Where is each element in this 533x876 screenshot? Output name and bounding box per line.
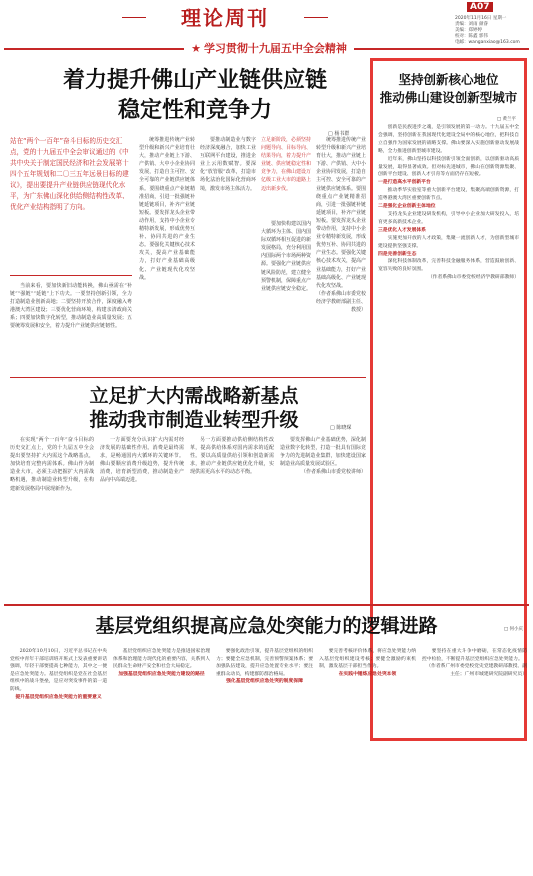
article3-subheading: 在实践中锤炼应急处突本领 — [338, 671, 397, 677]
meta-line: 2020年11月16日 星期一 — [455, 16, 507, 21]
article2-col3 — [190, 436, 274, 600]
article3-col4 — [319, 648, 416, 870]
paragraph: 要发挥佛山产业基础优势，深化制造业数字化转型，打造一批具有国际竞争力的先进制造业集群，加快建设国家制造业高质量发展试验区。 — [280, 437, 366, 468]
sidebar-signature: （作者系佛山市委党校经济学教研部教师） — [427, 275, 519, 281]
headline-line: 推动佛山建设创新型城市 — [379, 90, 518, 105]
headline-line: 着力提升佛山产业链供应链 — [62, 68, 327, 93]
paragraph: 基层党组织应急处突能力是推进国家治理体系和治理能力现代化的重要内容，关系到人民群众生命财产安全和社会大局稳定。 — [113, 649, 210, 670]
meta-line: 电邮：wanganxiao@163.com — [455, 40, 520, 45]
sidebar-subheading: 一是打造高水平创新平台 — [378, 180, 431, 186]
paragraph: 统筹推进传统产业转型升级和新兴产业培育壮大，推动产业链上下游、产供销、大中小企业协同发展，打造自主可控、安全可靠的产业链供应链体系。要围绕重点产业链精准招商，引进一批强链补链延链项目，补齐产业链短板。要发挥龙头企业带动作用，支持中小企业专精特新发展，形成优势互补、协同共进的产业生态。要强化关键核心技术攻关，提高产业基础能力，打好产业基础高级化、产业链现代化攻坚战。 — [139, 137, 195, 281]
paragraph: 另一方面要推动供给侧结构性改革，提高供给体系对国内需求的适配性。要以高质量供给引领和创造新需求，推动产业链供应链优化升级，实现供需更高水平的动态平衡。 — [190, 437, 274, 476]
headline-line: 推动我市制造业转型升级 — [89, 409, 299, 431]
meta-line: 责编：刘雨 颜睿 — [455, 22, 488, 27]
paragraph: 在实现“两个一百年”奋斗目标的历史交汇点上，党的十九届五中全会提出要坚持扩大内需这个战略基点，加快培育完整内需体系。佛山作为制造业大市，必须主动把握扩大内需战略机遇，推动制造业转型升级，在构建新发展格局中展现新作为。 — [10, 437, 94, 492]
article3-col3 — [216, 648, 313, 870]
paragraph: 深化科技体制改革，完善科技金融服务体系，营造鼓励创新、宽容失败的良好氛围。 — [378, 259, 519, 273]
section-title: 理论周刊 — [150, 2, 300, 32]
paragraph: 要加快构建以国内大循环为主体、国内国际双循环相互促进的新发展格局，充分利用国内国际两个市场两种资源。要强化产业链供应链风险防范，建立健全预警机制，保障重点产业链供应链安全稳定。 — [261, 221, 311, 292]
article2-author: □ 陈晓琛 — [330, 425, 352, 431]
sidebar-author: □ 黄兰平 — [496, 117, 516, 122]
article1-col3 — [200, 136, 256, 376]
article2-headline — [24, 384, 364, 432]
sidebar-headline — [373, 71, 524, 107]
paragraph: 支持龙头企业建设研发机构，引导中小企业加大研发投入，培育更多高新技术企业。 — [378, 211, 519, 225]
paragraph: 实施更加开放的人才政策，集聚一流创新人才，为创新型城市建设提供坚强支撑。 — [378, 235, 519, 249]
paragraph: 要坚持在重大斗争中磨砺，在常态化疫情防控中检验，不断提升基层党组织应急处突能力。 — [422, 649, 527, 662]
paragraph: 近年来，佛山坚持以科技创新引领全面创新，以创新驱动高质量发展，取得显著成效。但对标先进城市，佛山在创新资源集聚、创新平台建设、创新人才引育等方面仍存在短板。 — [378, 156, 519, 178]
page-number — [467, 2, 529, 16]
article3-subheading: 加强基层党组织应急处突能力建设的路径 — [118, 671, 205, 677]
article3-subheading: 提升基层党组织应急处突能力的重要意义 — [15, 694, 102, 700]
page-header — [0, 0, 533, 45]
sidebar-subheading: 四是完善创新生态 — [378, 251, 417, 257]
article1-col5 — [316, 136, 366, 376]
paragraph: 2020年10月10日，习近平总书记在中央党校中青年干部培训班开班式上发表重要讲话强调，年轻干部要提高七种能力，其中之一便是应急处突能力。基层党组织是党在社会基层组织中的战斗堡垒，是应对突发事件的第一道防线。 — [10, 649, 107, 692]
section-divider — [10, 377, 366, 378]
article2-col2 — [100, 436, 184, 600]
article3-subheading: 强化基层党组织应急处突的制度保障 — [226, 679, 303, 685]
article1-headline — [30, 66, 360, 126]
paragraph: 推动季华实验室等重大创新平台建设，集聚高端创新资源，打造粤港澳大湾区重要创新节点。 — [378, 188, 519, 202]
article2-col4 — [280, 436, 366, 600]
article1-highlight: 立足新阶段，必须坚持问题导向、目标导向、结果导向，着力提升产业链、供应链稳定性和竞争力，在佛山建设万亿级工业大市的道路上迈出新步伐。 — [261, 137, 311, 192]
article3-author: □ 何小庆 — [503, 627, 523, 632]
paragraph: 要推动制造业与数字经济深度融合，加快工业互联网平台建设，推进企业上云用数赋智。要深化“放管服”改革，打造市场化法治化国际化营商环境，激发市场主体活力。 — [200, 137, 256, 192]
sidebar-body — [378, 124, 519, 734]
headline-line: 立足扩大内需战略新基点 — [89, 385, 299, 407]
article3-col1 — [10, 648, 107, 870]
topic-banner — [4, 40, 529, 57]
meta-line: 美编：郑婷婷 — [455, 28, 482, 33]
sidebar-subheading: 三是优化人才发展体系 — [378, 227, 426, 233]
article3-headline: 基层党组织提高应急处突能力的逻辑进路 — [95, 615, 438, 637]
banner-text: 学习贯彻十九届五中全会精神 — [203, 42, 347, 55]
article1-author: □ 杨书群 — [328, 131, 350, 137]
article1-lede: 站在“两个一百年”奋斗目标的历史交汇点，党的十九届五中全会审议通过的《中共中央关于制定国民经济和社会发展第十四个五年规划和二〇三五年远景目标的建议》，提出要提升产业链供应链现代化水平，为广东佛山深化供给侧结构性改革、优化产业结构指明了方向。 — [10, 136, 132, 276]
headline-line: 稳定性和竞争力 — [117, 98, 272, 123]
section-divider — [4, 604, 529, 606]
article1-col2 — [139, 136, 195, 376]
sidebar-subheading: 二是强化企业创新主体地位 — [378, 204, 436, 210]
banner-label — [184, 40, 354, 57]
star-icon: ★ — [191, 42, 201, 55]
paragraph: 当前来看，要加快新旧动能转换，佛山亟需在“补链”“强链”“延链”上下功夫。一要坚持创新引领，全力打造制造业创新高地；二要坚持开放合作，深度融入粤港澳大湾区建设；三要优化营商环境，构建亲清政商关系；四要加快数字化转型，推动制造业高质量发展；五要统筹发展和安全，着力提升产业链供应链韧性。 — [10, 283, 132, 330]
article3-col5 — [422, 648, 527, 870]
headline-line: 坚持创新核心地位 — [398, 72, 499, 87]
paragraph: 要完善考核评价体系，将应急处突能力纳入基层党组织建设考核；要健全激励约束机制，激发基层干部担当作为。 — [319, 649, 416, 670]
article3-signature: （作者系广州市委党校党史党建教研部教授、副主任；广州市城建研究院副研究员） — [426, 664, 527, 677]
meta-line: 校对：陈鑫 郭伟 — [455, 34, 488, 39]
paragraph: 要强化政治引领，提升基层党组织的组织力；要健全应急机制，完善预警预案体系；要加强队伍建设，提升应急处置专业水平；要注重群众动员，构建群防群治格局。 — [216, 649, 313, 677]
article2-col1 — [10, 436, 94, 600]
article2-signature: （作者系佛山市委党校讲师） — [300, 469, 366, 476]
page-label: A07 — [467, 2, 493, 12]
article1-col4 — [261, 220, 311, 376]
paragraph: 统筹推进传统产业转型升级和新兴产业培育壮大，推动产业链上下游、产供销、大中小企业协同发展，打造自主可控、安全可靠的产业链供应链体系。要围绕重点产业链精准招商，引进一批强链补链延链项目，补齐产业链短板。要发挥龙头企业带动作用，支持中小企业专精特新发展，形成优势互补、协同共进的产业生态。要强化关键核心技术攻关，提高产业基础能力，打好产业基础高级化、产业链现代化攻坚战。 — [316, 137, 366, 289]
article3-col2 — [113, 648, 210, 870]
paragraph: 一方面要充分认识扩大内需对经济发展的基础性作用。消费是最终需求，是畅通国内大循环的关键环节。佛山要顺应消费升级趋势，提升传统消费，培育新型消费，推动制造业产品向中高端迈进。 — [100, 437, 184, 484]
sidebar-article — [370, 58, 527, 741]
article1-signature: （作者系佛山市委党校经济学教研部副主任、教授） — [316, 290, 366, 313]
article1-col1 — [10, 282, 132, 376]
paragraph: 创新是民族进步之魂，是引领发展的第一动力。十九届五中全会强调，坚持创新在我国现代化建设全局中的核心地位，把科技自立自强作为国家发展的战略支撑。佛山要深入实施创新驱动发展战略，全力推进创新型城市建设。 — [378, 125, 519, 154]
